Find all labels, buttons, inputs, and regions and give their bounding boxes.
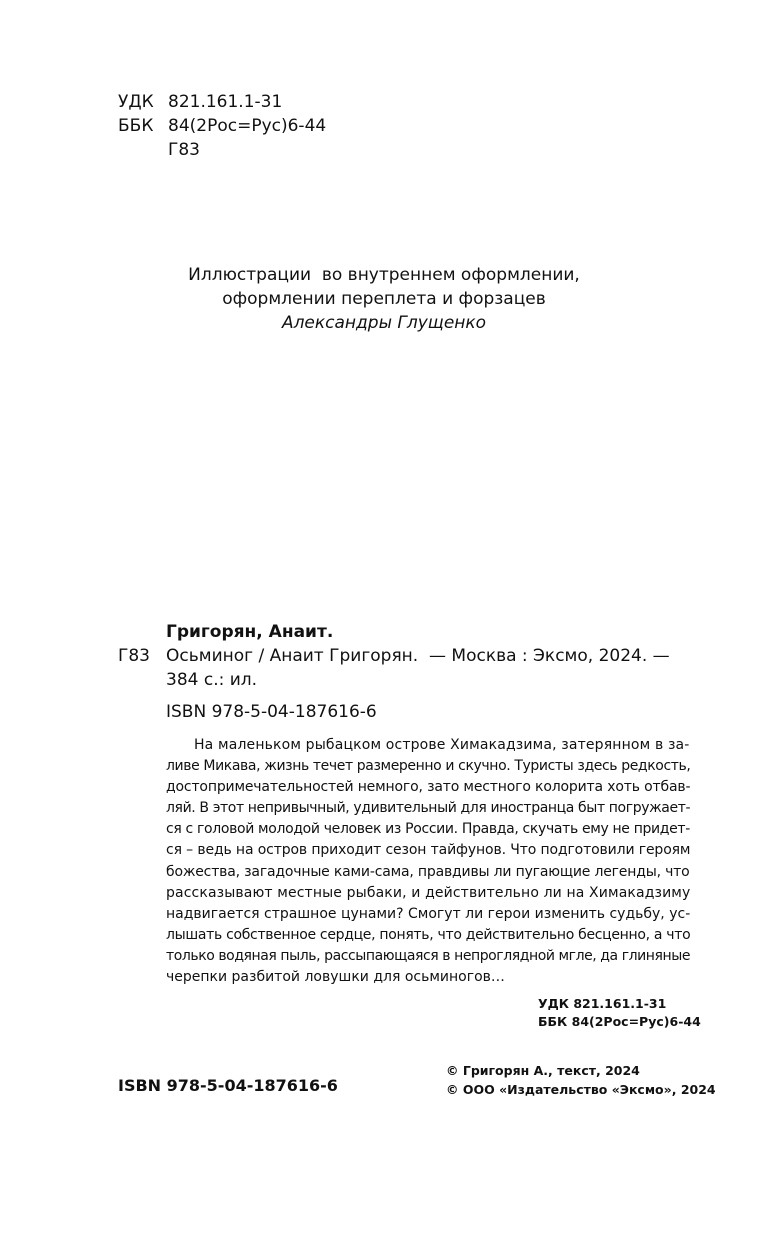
abstract-line: На маленьком рыбацком острове Химакадзима, затерянном в за-: [194, 737, 690, 753]
abstract-line: ливе Микава, жизнь течет размеренно и скучно. Туристы здесь редкость,: [166, 758, 691, 775]
udk-label: УДК: [118, 92, 154, 112]
abstract: [166, 735, 690, 988]
abstract-line: надвигается страшное цунами? Смогут ли герои изменить судьбу, ус-: [166, 905, 691, 922]
entry-title-line: Осьминог / Анаит Григорян. — Москва : Эксмо, 2024. —: [166, 646, 670, 666]
illustrator-name: Александры Глущенко: [281, 313, 487, 333]
footer-isbn: ISBN 978-5-04-187616-6: [118, 1076, 338, 1095]
abstract-line: только водяная пыль, рассыпающаяся в непроглядной мгле, да глиняные: [166, 947, 691, 964]
copyright-text: © Григорян А., текст, 2024: [446, 1063, 640, 1078]
entry-isbn: ISBN 978-5-04-187616-6: [166, 702, 377, 722]
author-mark: Г83: [168, 140, 200, 160]
illustrations-line-1: Иллюстрации во внутреннем оформлении,: [188, 265, 580, 285]
abstract-line: ся – ведь на остров приходит сезон тайфунов. Что подготовили героям: [166, 842, 691, 859]
codes-udk: УДК 821.161.1-31: [538, 996, 667, 1011]
abstract-line: черепки разбитой ловушки для осьминогов…: [166, 969, 505, 986]
copyright-publisher: © ООО «Издательство «Эксмо», 2024: [446, 1082, 716, 1097]
abstract-line: рассказывают местные рыбаки, и действительно ли на Химакадзиму: [166, 884, 691, 901]
entry-author: Григорян, Анаит.: [166, 622, 334, 642]
bbk-value: 84(2Рос=Рус)6-44: [168, 116, 327, 136]
abstract-line: ляй. В этот непривычный, удивительный для иностранца быт погружает-: [166, 800, 691, 817]
illustrations-line-2: оформлении переплета и форзацев: [222, 289, 546, 309]
abstract-line: ся с головой молодой человек из России. Правда, скучать ему не придет-: [166, 821, 690, 838]
abstract-line: лышать собственное сердце, понять, что действительно бесценно, а что: [166, 926, 691, 943]
codes-bbk: ББК 84(2Рос=Рус)6-44: [538, 1014, 701, 1029]
bbk-label: ББК: [118, 116, 154, 136]
entry-mark: Г83: [118, 646, 150, 666]
abstract-line: достопримечательностей немного, зато местного колорита хоть отбав-: [166, 779, 691, 796]
abstract-line: божества, загадочные ками-сама, правдивы ли пугающие легенды, что: [166, 863, 690, 880]
udk-value: 821.161.1-31: [168, 92, 283, 112]
entry-pages: 384 с.: ил.: [166, 670, 258, 690]
